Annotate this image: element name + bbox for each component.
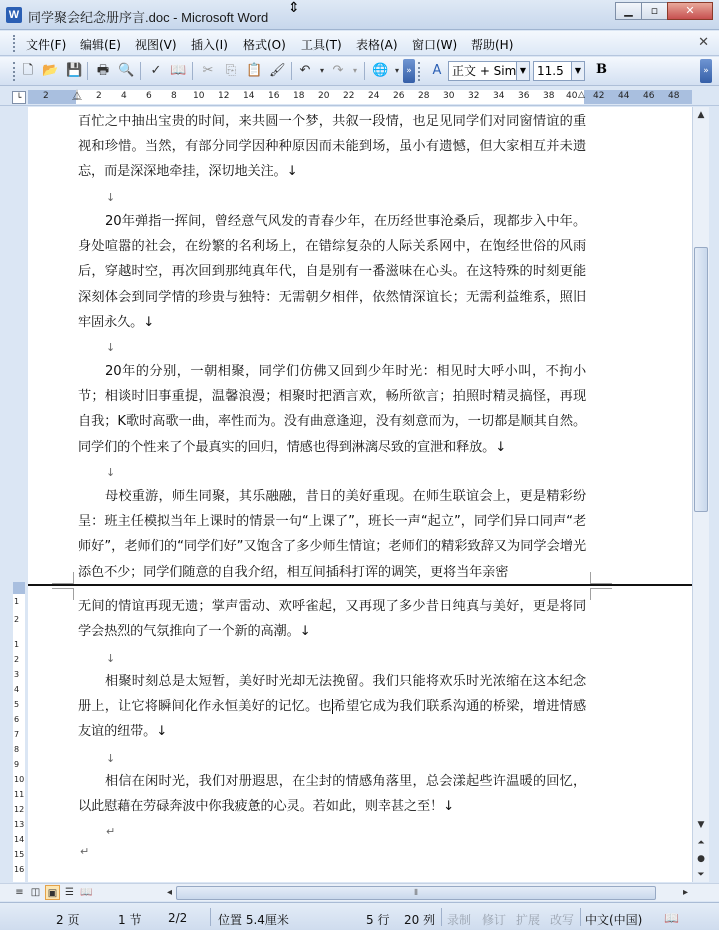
ruler-tick: 36	[518, 91, 530, 101]
ruler-tick: 2	[96, 91, 102, 101]
scroll-left-icon[interactable]: ◂	[166, 887, 173, 898]
ruler-tick: 8	[171, 91, 177, 101]
menu-bar	[0, 31, 719, 56]
right-indent-marker[interactable]: △	[578, 90, 585, 100]
vruler-tick: 1	[14, 640, 20, 649]
ruler-tick: 16	[268, 91, 280, 101]
paragraph-text: 相聚时刻总是太短暂，美好时光却无法挽留。我们只能将欢乐时光浓缩在这本纪念册上，让它将瞬间化作永恒美好的记忆。也	[78, 674, 586, 715]
paragraph-mark: ↓	[106, 652, 116, 665]
vruler-tick: 6	[14, 715, 20, 724]
ruler-tick: 20	[318, 91, 330, 101]
ruler-tick: 48	[668, 91, 680, 101]
ruler-tick: 32	[468, 91, 480, 101]
vruler-tick: 2	[14, 655, 20, 664]
status-separator	[580, 908, 581, 926]
page-corner-mark	[52, 572, 74, 584]
paragraph-mark: ↓	[106, 191, 116, 204]
ruler-tick: 42	[593, 91, 605, 101]
paragraph-4-page1[interactable]	[78, 484, 586, 582]
status-overtype[interactable]: 改写	[550, 913, 575, 927]
toolbar-options-chevron[interactable]: »	[403, 59, 415, 83]
status-track-changes[interactable]: 修订	[482, 913, 507, 927]
vruler-tick: 5	[14, 700, 20, 709]
paragraph-mark: ↓	[106, 341, 116, 354]
paragraph-text: 相信在闲时光，我们对册遐思，在尘封的情感角落里，总会漾起些许温暖的回忆，以此慰藉在劳碌奔波中你我疲惫的心灵。若如此，则幸甚之至！	[78, 774, 586, 815]
status-column: 20 列	[404, 913, 436, 927]
ruler-tick: 34	[493, 91, 505, 101]
toolbar-separator	[364, 62, 365, 80]
page-break-line	[28, 584, 692, 586]
previous-page-icon[interactable]: ⏶	[697, 838, 705, 848]
open-folder-icon[interactable]: 📂	[42, 63, 59, 78]
ruler-tick: 18	[293, 91, 305, 101]
status-pages: 2/2	[168, 911, 188, 925]
paragraph-1[interactable]	[78, 109, 586, 185]
status-page: 2 页	[56, 913, 80, 927]
font-size-value: 11.5	[537, 64, 564, 78]
paragraph-mark: ↓	[443, 799, 454, 815]
paragraph-mark: ↓	[106, 466, 116, 479]
menu-help[interactable]: 帮助(H)	[471, 38, 514, 52]
format-toolbar-chevron[interactable]: »	[700, 59, 712, 83]
paragraph-text: 百忙之中抽出宝贵的时间，来共圆一个梦，共叙一段情，也足见同学们对同窗情谊的重视和珍惜。当然，有部分同学因种种原因而未能到场，虽小有遗憾，但大家相互并未遗忘，而是深深地牵挂，深切地关注。	[78, 114, 586, 180]
redo-dropdown-icon[interactable]: ▾	[352, 66, 357, 75]
ruler-tick: 26	[393, 91, 405, 101]
close-document-icon[interactable]: ✕	[698, 35, 709, 50]
paragraph-mark: ↓	[156, 724, 168, 740]
toolbar-separator	[87, 62, 88, 80]
select-browse-object-icon[interactable]: ●	[697, 854, 705, 864]
first-line-indent-marker[interactable]: ⏅	[72, 91, 82, 102]
vruler-tick: 9	[14, 760, 20, 769]
toolbar-grip[interactable]	[13, 62, 16, 81]
status-language: 中文(中国)	[585, 913, 643, 927]
vertical-scrollbar[interactable]	[692, 107, 709, 882]
toolbar-separator	[140, 62, 141, 80]
undo-icon[interactable]: ↶	[299, 63, 311, 78]
menu-format[interactable]: 格式(O)	[243, 38, 286, 52]
menu-edit[interactable]: 编辑(E)	[80, 38, 121, 52]
paragraph-text: 无间的情谊再现无遗；掌声雷动、欢呼雀起，又再现了多少昔日纯真与美好，更是将同学会热烈的气氛推向了一个新的高潮。	[78, 599, 586, 640]
paragraph-mark: ↓	[106, 752, 116, 765]
horizontal-ruler[interactable]	[0, 87, 719, 106]
status-position: 位置 5.4厘米	[218, 913, 289, 927]
vruler-tick: 13	[14, 820, 25, 829]
menu-insert[interactable]: 插入(I)	[191, 38, 228, 52]
vruler-gap	[13, 582, 25, 594]
scroll-down-icon[interactable]: ▼	[697, 820, 705, 830]
scroll-up-icon[interactable]: ▲	[697, 110, 705, 120]
vruler-tick: 4	[14, 685, 20, 694]
menu-tools[interactable]: 工具(T)	[301, 38, 342, 52]
status-separator	[210, 908, 211, 926]
paragraph-3[interactable]	[78, 359, 586, 460]
menu-grip[interactable]	[13, 35, 16, 52]
ruler-tick: 6	[146, 91, 152, 101]
end-mark: ↵	[106, 825, 116, 838]
status-separator	[441, 908, 442, 926]
horizontal-scroll-thumb[interactable]: ⦀	[176, 886, 656, 900]
vertical-ruler[interactable]	[11, 107, 27, 882]
vruler-tick: 8	[14, 745, 20, 754]
spelling-check-icon[interactable]: ✓	[150, 63, 162, 78]
paragraph-text: 希望它成为我们联系沟通的桥梁，增进情感友谊的纽带。	[78, 699, 586, 740]
next-page-icon[interactable]: ⏷	[697, 870, 705, 880]
vruler-tick: 7	[14, 730, 20, 739]
ruler-tick: 12	[218, 91, 230, 101]
vruler-tick: 10	[14, 775, 25, 784]
ruler-tick: 4	[121, 91, 127, 101]
paragraph-2[interactable]	[78, 209, 586, 335]
paragraph-text: 20年弹指一挥间，曾经意气风发的青春少年，在历经世事沧桑后，现都步入中年。身处喧嚣的社会，在纷繁的名利场上，在错综复杂的人际关系网中，在饱经世俗的风雨后，穿越时空，再次回到那纯真年代，自是别有一番滋味在心头。在这特殊的时刻更能深刻体会到同学情的珍贵与独特：无需朝夕相伴，依然情深谊长；无需利益维系，照旧牢固永久。	[78, 214, 586, 330]
outline-view-icon[interactable]: ☰	[65, 887, 74, 898]
print-preview-icon[interactable]: 🔍	[118, 63, 135, 78]
spelling-status-icon[interactable]: 📖	[664, 911, 679, 925]
bold-button[interactable]: B	[596, 62, 607, 77]
status-line: 5 行	[366, 913, 390, 927]
normal-view-icon[interactable]: ≡	[15, 887, 24, 898]
undo-dropdown-icon[interactable]: ▾	[319, 66, 324, 75]
maximize-button[interactable]: ▫	[641, 2, 668, 20]
standard-toolbar	[0, 57, 719, 86]
menu-window[interactable]: 窗口(W)	[412, 38, 458, 52]
vruler-tick: 1	[14, 597, 20, 606]
research-icon[interactable]: 📖	[170, 63, 187, 78]
mouse-cursor-icon: ⇕	[288, 0, 300, 16]
vruler-tick: 2	[14, 615, 20, 624]
print-layout-view-icon[interactable]: ▣	[45, 885, 60, 900]
window-controls	[616, 2, 713, 20]
ruler-left-margin	[28, 90, 76, 104]
toolbar-separator	[192, 62, 193, 80]
status-extend[interactable]: 扩展	[516, 913, 541, 927]
paragraph-4-page2[interactable]	[78, 594, 586, 644]
horizontal-scrollbar[interactable]	[0, 883, 719, 901]
print-icon[interactable]: 🖶	[96, 63, 110, 78]
ruler-tick: 22	[343, 91, 355, 101]
ruler-tick: 46	[643, 91, 655, 101]
reading-layout-icon[interactable]: 📖	[80, 887, 93, 898]
format-painter-icon[interactable]: 🖌	[269, 63, 286, 78]
vruler-tick: 12	[14, 805, 25, 814]
ruler-tick: 24	[368, 91, 380, 101]
new-document-icon[interactable]: 🗋	[22, 63, 34, 78]
vruler-tick: 16	[14, 865, 25, 874]
style-value: 正文 + Sim	[452, 64, 517, 78]
ruler-tick: 30	[443, 91, 455, 101]
ruler-tick: 44	[618, 91, 630, 101]
ruler-tick: 40	[566, 91, 578, 101]
toolbar-separator	[291, 62, 292, 80]
ruler-tick: 28	[418, 91, 430, 101]
paragraph-mark: ↓	[495, 439, 507, 455]
hyperlink-dropdown-icon[interactable]: ▾	[394, 66, 399, 75]
save-icon[interactable]: 💾	[66, 63, 83, 78]
format-toolbar-grip[interactable]	[418, 62, 421, 81]
chevron-down-icon[interactable]: ▼	[571, 62, 584, 80]
cut-icon[interactable]: ✂	[202, 63, 214, 78]
menu-table[interactable]: 表格(A)	[356, 38, 398, 52]
close-button[interactable]: ✕	[667, 2, 713, 20]
paragraph-mark: ↓	[299, 624, 311, 640]
font-size-combo[interactable]	[533, 61, 585, 81]
minimize-button[interactable]: ▁	[615, 2, 642, 20]
menu-file[interactable]: 文件(F)	[26, 38, 67, 52]
ruler-text-area	[76, 90, 584, 104]
paragraph-mark: ↓	[143, 314, 155, 330]
vruler-tick: 11	[14, 790, 25, 799]
styles-pane-icon[interactable]: A	[432, 63, 442, 78]
ruler-tick: 14	[243, 91, 255, 101]
status-bar	[0, 902, 719, 930]
window-title: 同学聚会纪念册序言.doc - Microsoft Word	[28, 10, 269, 25]
redo-icon[interactable]: ↷	[332, 63, 344, 78]
vruler-tick: 3	[14, 670, 20, 679]
insert-hyperlink-icon[interactable]: 🌐	[372, 63, 389, 78]
paragraph-text: 母校重游，师生同聚，其乐融融，昔日的美好重现。在师生联谊会上，更是精彩纷呈：班主任模拟当年上课时的情景一句“上课了”，班长一声“起立”，同学们异口同声“老师好”，老师们的“同学们好”又饱含了多少师生情谊；老师们的精彩致辞又为同学会增光添色不少；同学们随意的自我介绍，相互间插科打诨的调笑，更将当年亲密	[78, 489, 586, 580]
scroll-right-icon[interactable]: ▸	[682, 887, 689, 898]
status-section: 1 节	[118, 913, 142, 927]
page-corner-mark	[590, 588, 612, 600]
ruler-tick: 38	[543, 91, 555, 101]
vruler-tick: 14	[14, 835, 25, 844]
style-combo[interactable]	[448, 61, 530, 81]
menu-view[interactable]: 视图(V)	[135, 38, 177, 52]
paragraph-5[interactable]	[78, 669, 586, 745]
tab-selector[interactable]: └	[12, 91, 26, 104]
vertical-scroll-thumb[interactable]	[694, 247, 708, 512]
copy-icon[interactable]: ⎘	[225, 63, 237, 78]
paragraph-mark: ↓	[286, 164, 298, 180]
chevron-down-icon[interactable]: ▼	[516, 62, 529, 80]
page-corner-mark	[590, 572, 612, 584]
paragraph-text: 20年的分别，一朝相聚，同学们仿佛又回到少年时光：相见时大呼小叫，不拘小节；相谈时旧事重提，温馨浪漫；相聚时把酒言欢，畅所欲言；拍照时精灵搞怪，再现自我；K歌时高歌一曲，率性而为。没有曲意逢迎，没有刻意而为，一切都是顺其自然。同学们的个性来了个最真实的回归，情感也得到淋漓尽致的宣泄和释放。	[78, 364, 586, 455]
ruler-tick: 2	[43, 91, 49, 101]
page-corner-mark	[52, 588, 74, 600]
vruler-tick: 15	[14, 850, 25, 859]
paste-icon[interactable]: 📋	[246, 63, 263, 78]
word-app-icon[interactable]: W	[6, 7, 22, 23]
paragraph-6[interactable]	[78, 769, 586, 819]
document-area[interactable]	[28, 107, 692, 882]
ruler-tick: 10	[193, 91, 205, 101]
end-mark: ↵	[80, 845, 90, 858]
status-record[interactable]: 录制	[447, 913, 472, 927]
title-bar	[0, 0, 719, 30]
web-layout-view-icon[interactable]: ◫	[30, 887, 41, 898]
